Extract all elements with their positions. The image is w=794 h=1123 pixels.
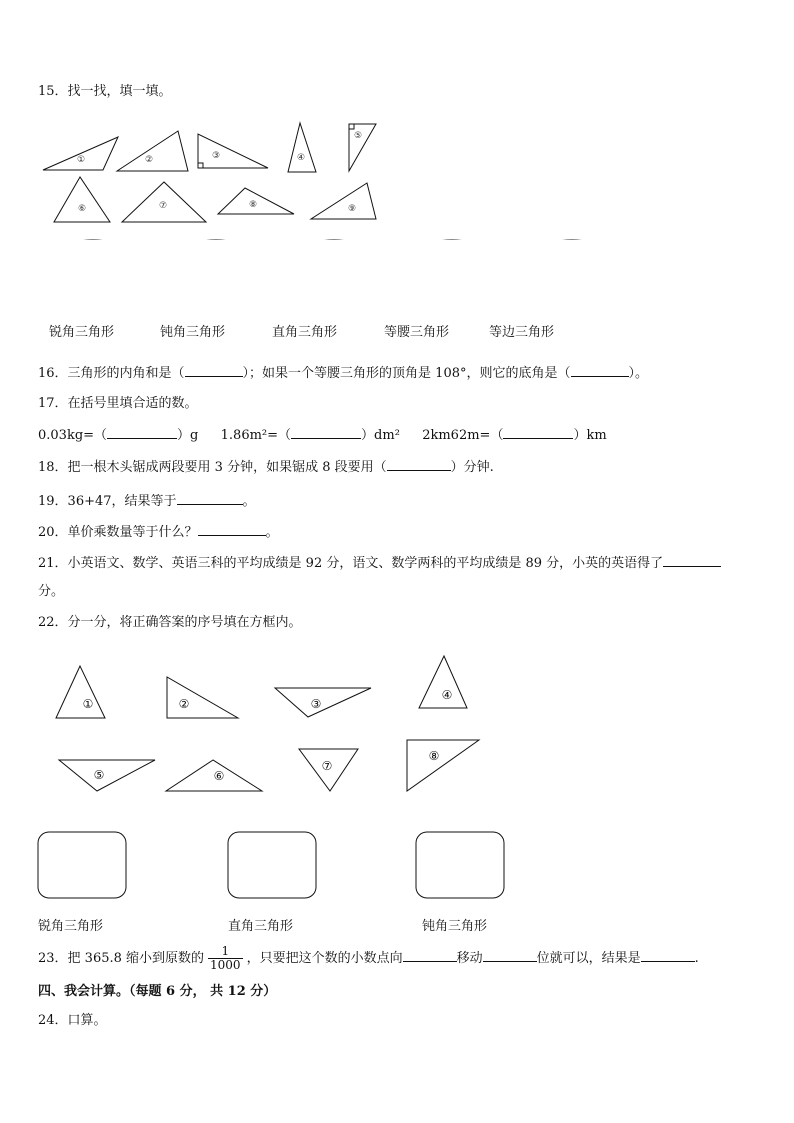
q15-label-9: ⑨ xyxy=(347,204,357,214)
q15-category-5: 等边三角形 xyxy=(489,325,555,340)
q23-fraction: $\frac{1}{1000}$ xyxy=(210,944,241,972)
q23-blank-3[interactable] xyxy=(641,947,695,962)
q22-label-8: ⑧ xyxy=(428,749,440,763)
q22-title: 22．分一分，将正确答案的序号填在方框内。 xyxy=(38,615,302,630)
q15-title: 15．找一找，填一填。 xyxy=(38,84,172,99)
q22-category-2: 直角三角形 xyxy=(228,919,294,934)
q22-answer-box-1 xyxy=(38,832,126,898)
q16: 16．三角形的内角和是（ ）；如果一个等腰三角形的顶角是 108°，则它的底角是（ ）。 xyxy=(38,366,649,381)
q15-label-5: ⑤ xyxy=(353,131,363,141)
q17-problems: 0.03kg=（ ）g 1.86m²=（ ）dm² 2km62m=（ ）km xyxy=(38,428,607,443)
q17-title: 17．在括号里填合适的数。 xyxy=(38,396,198,411)
q22-label-4: ④ xyxy=(441,688,453,702)
q21-line-2: 分。 xyxy=(38,584,65,599)
q15-label-4: ④ xyxy=(296,153,306,163)
q21-line-1: 21．小英语文、数学、英语三科的平均成绩是 92 分，语文、数学两科的平均成绩是 89 分，小英的英语得了 xyxy=(38,552,721,573)
q22-label-2: ② xyxy=(178,697,190,711)
q22-triangle-8 xyxy=(407,740,479,791)
q22-category-1: 锐角三角形 xyxy=(38,919,104,934)
q15-category-3: 直角三角形 xyxy=(272,325,338,340)
q15-category-4: 等腰三角形 xyxy=(384,325,450,340)
q18: 18．把一根木头锯成两段要用 3 分钟，如果锯成 8 段要用（ ）分钟. xyxy=(38,460,494,475)
q15-label-3: ③ xyxy=(211,151,221,161)
q15-label-2: ② xyxy=(144,155,154,165)
section-4-heading: 四、我会计算。（每题 6 分， 共 12 分） xyxy=(38,984,277,999)
q15-category-1: 锐角三角形 xyxy=(49,325,115,340)
q15-label-8: ⑧ xyxy=(248,200,258,210)
q22-label-3: ③ xyxy=(310,697,322,711)
q15-label-7: ⑦ xyxy=(158,201,168,211)
q22-label-6: ⑥ xyxy=(213,769,225,783)
q22-label-7: ⑦ xyxy=(321,759,333,773)
q23-blank-2[interactable] xyxy=(483,947,537,962)
q20: 20．单价乘数量等于什么？ 。 xyxy=(38,521,279,542)
q22-triangle-1 xyxy=(56,666,105,718)
q24: 24．口算。 xyxy=(38,1013,107,1028)
q23-blank-1[interactable] xyxy=(403,947,457,962)
q22-label-1: ① xyxy=(82,697,94,711)
q22-answer-box-2 xyxy=(228,832,316,898)
q15-category-2: 钝角三角形 xyxy=(160,325,226,340)
q15-label-1: ① xyxy=(76,155,86,165)
q15-label-6: ⑥ xyxy=(77,204,87,214)
q23: 23．把 365.8 缩小到原数的 $\frac{1}{1000}$ ，只要把这个数的小数点向 移动 位就可以，结果是 . xyxy=(38,944,699,972)
q22-answer-box-3 xyxy=(416,832,504,898)
q22-category-3: 钝角三角形 xyxy=(422,919,488,934)
q22-triangle-5 xyxy=(59,760,155,791)
q19: 19．36+47，结果等于 。 xyxy=(38,490,256,511)
q22-triangle-3 xyxy=(275,688,371,717)
q22-label-5: ⑤ xyxy=(93,768,105,782)
